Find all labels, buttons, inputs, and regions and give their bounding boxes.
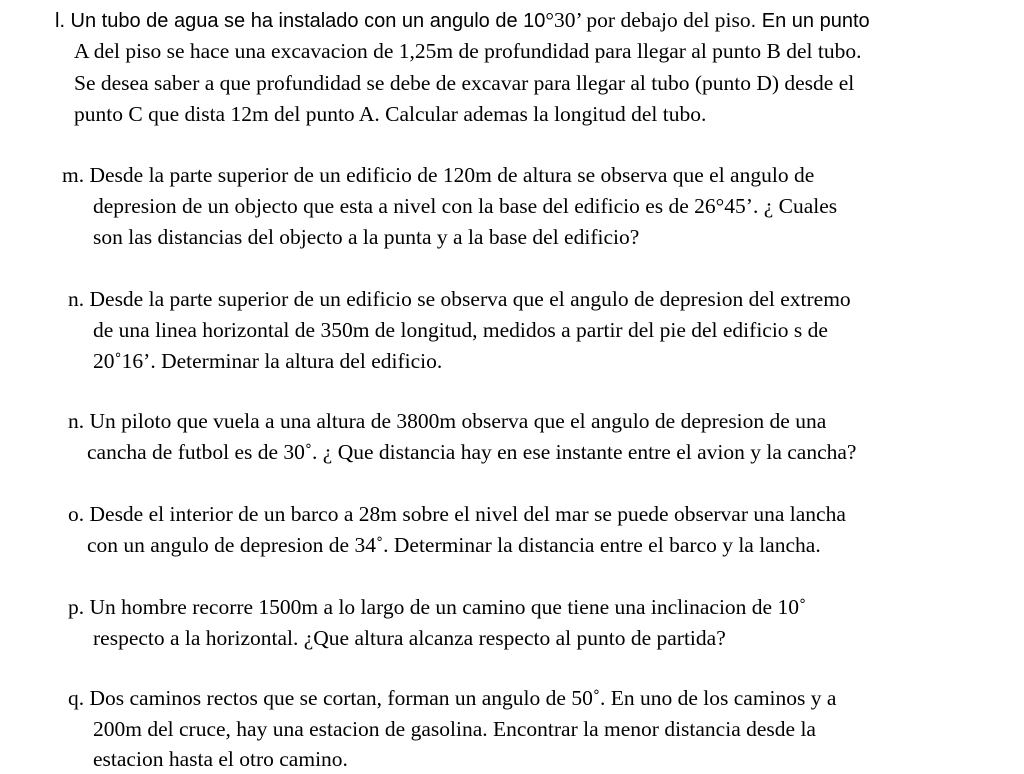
problem-l-line-4: punto C que dista 12m del punto A. Calcular ademas la longitud del tubo. [74, 102, 707, 126]
problem-q-line-1: q. Dos caminos rectos que se cortan, forman un angulo de 50˚. En uno de los caminos y a [68, 686, 837, 710]
problem-l-line-3: Se desea saber a que profundidad se debe de excavar para llegar al tubo (punto D) desde el [74, 71, 855, 95]
problem-o-line-1: o. Desde el interior de un barco a 28m sobre el nivel del mar se puede observar una lancha [68, 502, 846, 526]
problem-q-line-3: estacion hasta el otro camino. [93, 747, 348, 771]
problem-n1-line-2: de una linea horizontal de 350m de longitud, medidos a partir del pie del edificio s de [93, 318, 828, 342]
problem-l-line-1-part-b: °30’ por debajo del piso [545, 8, 751, 32]
problem-n2-line-1: n. Un piloto que vuela a una altura de 3800m observa que el angulo de depresion de una [68, 409, 827, 433]
problem-o-line-2: con un angulo de depresion de 34˚. Determinar la distancia entre el barco y la lancha. [87, 533, 821, 557]
problem-p-line-2: respecto a la horizontal. ¿Que altura alcanza respecto al punto de partida? [93, 626, 726, 650]
problem-n1-line-3: 20˚16’. Determinar la altura del edificio. [93, 349, 443, 373]
problem-m-line-1: m. Desde la parte superior de un edificio de 120m de altura se observa que el angulo de [62, 163, 815, 187]
problem-m-line-2: depresion de un objecto que esta a nivel con la base del edificio es de 26°45’. ¿ Cuales [93, 194, 838, 218]
problem-n1-line-1: n. Desde la parte superior de un edificio se observa que el angulo de depresion del extremo [68, 287, 851, 311]
problem-l-line-1-part-a: l. Un tubo de agua se ha instalado con un angulo de 10 [55, 10, 546, 32]
problem-m-line-3: son las distancias del objecto a la punta y a la base del edificio? [93, 225, 640, 249]
problem-l-line-2: A del piso se hace una excavacion de 1,25m de profundidad para llegar al punto B del tubo. [74, 39, 862, 63]
problem-l-line-1-part-c: . En un punto [750, 10, 870, 32]
problem-q-line-2: 200m del cruce, hay una estacion de gasolina. Encontrar la menor distancia desde la [93, 717, 816, 741]
problem-p-line-1: p. Un hombre recorre 1500m a lo largo de un camino que tiene una inclinacion de 10˚ [68, 595, 807, 619]
problem-n2-line-2: cancha de futbol es de 30˚. ¿ Que distancia hay en ese instante entre el avion y la cancha? [87, 440, 857, 464]
problem-l-line-1 [55, 5, 870, 36]
